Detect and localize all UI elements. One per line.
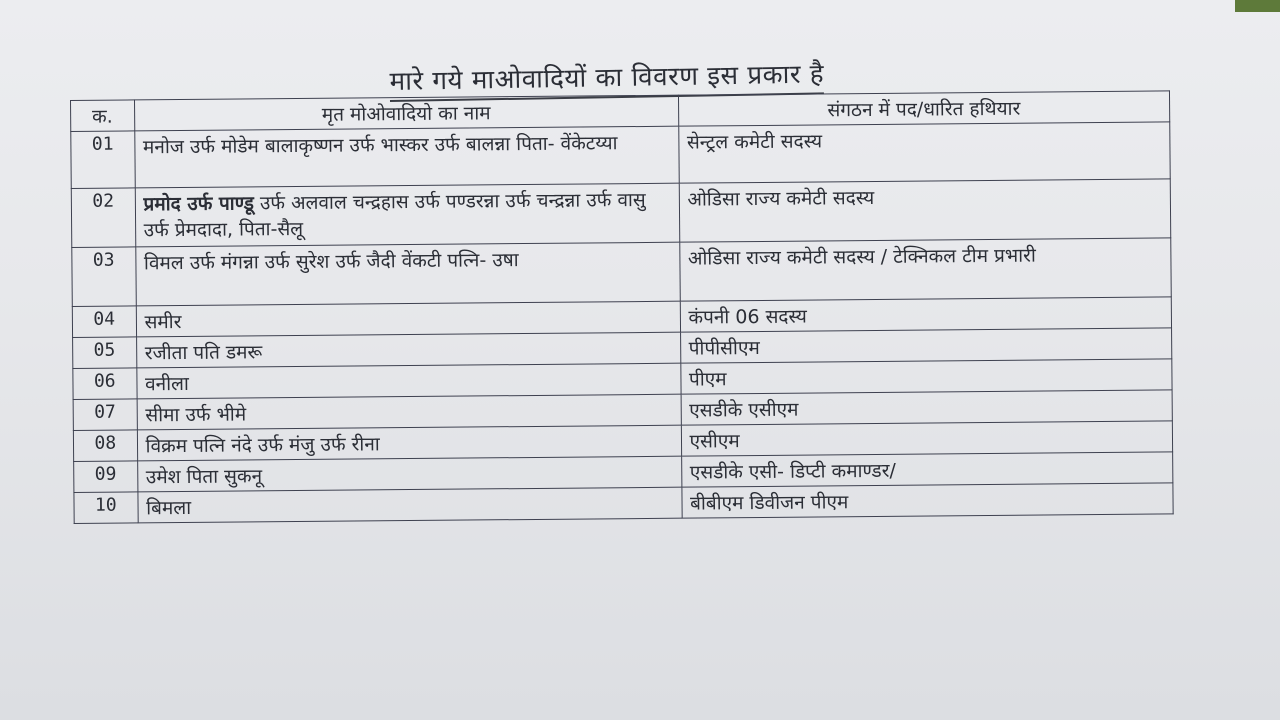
row-serial: 05 [73,337,137,369]
row-serial: 03 [72,247,136,307]
row-serial: 08 [73,430,137,462]
row-name [137,425,681,461]
maoists-table [70,90,1174,524]
row-name [134,126,678,188]
table-row [72,238,1171,307]
row-name-text: उर्फ अलवाल चन्द्रहास उर्फ पण्डरन्ना उर्फ चन्द्रन्ना उर्फ वासु उर्फ प्रेमदादा, पिता-सैलू [143,188,646,242]
row-name [138,487,682,523]
header-serial: क. [71,100,135,132]
row-name [137,456,681,492]
row-role: पीएम [680,359,1172,394]
row-name [136,332,680,368]
foliage-corner [1235,0,1280,12]
row-serial: 06 [73,368,137,400]
row-role: पीपीसीएम [680,328,1172,363]
table-row [71,122,1170,189]
row-role: सेन्ट्रल कमेटी सदस्य [678,122,1170,183]
header-role: संगठन में पद/धारित हथियार [678,91,1170,126]
row-name [136,363,680,399]
row-role: बीबीएम डिवीजन पीएम [681,483,1173,518]
table-row [71,179,1170,248]
row-name [136,301,680,337]
row-role: एसडीके एसी- डिप्टी कमाण्डर/ [681,452,1173,487]
row-name-text: समीर [144,311,182,334]
row-role: कंपनी 06 सदस्य [680,297,1172,332]
document-title: मारे गये माओवादियों का विवरण इस प्रकार है [389,54,824,102]
row-role: ओडिसा राज्य कमेटी सदस्य [679,179,1171,242]
row-role: ओडिसा राज्य कमेटी सदस्य / टेक्निकल टीम प्रभारी [679,238,1171,301]
row-serial: 09 [74,461,138,493]
row-name-text: रजीता पति डमरू [144,341,263,365]
row-name-text: विमल उर्फ मंगन्ना उर्फ सुरेश उर्फ जैदी वेंकटी पत्नि- उषा [143,249,519,275]
row-name-text: विक्रम पत्नि नंदे उर्फ मंजु उर्फ रीना [145,433,380,458]
header-name: मृत मोओवादियो का नाम [134,95,678,131]
row-name-text: बिमला [146,496,192,520]
row-name [135,183,679,247]
row-role: एसीएम [681,421,1173,456]
row-serial: 10 [74,492,138,524]
row-serial: 02 [71,188,135,248]
row-serial: 07 [73,399,137,431]
row-name-text: मनोज उर्फ मोडेम बालाकृष्णन उर्फ भास्कर उर्फ बालन्ना पिता- वेंकेटय्या [142,132,618,159]
row-serial: 01 [71,131,135,189]
row-name-text: उमेश पिता सुकनू [145,465,263,489]
row-serial: 04 [72,306,136,338]
row-name [137,394,681,430]
row-role: एसडीके एसीएम [681,390,1173,425]
row-name-bold: प्रमोद उर्फ पाण्डू [143,192,254,216]
row-name [135,242,679,306]
row-name-text: सीमा उर्फ भीमे [145,403,247,427]
row-name-text: वनीला [144,372,190,396]
